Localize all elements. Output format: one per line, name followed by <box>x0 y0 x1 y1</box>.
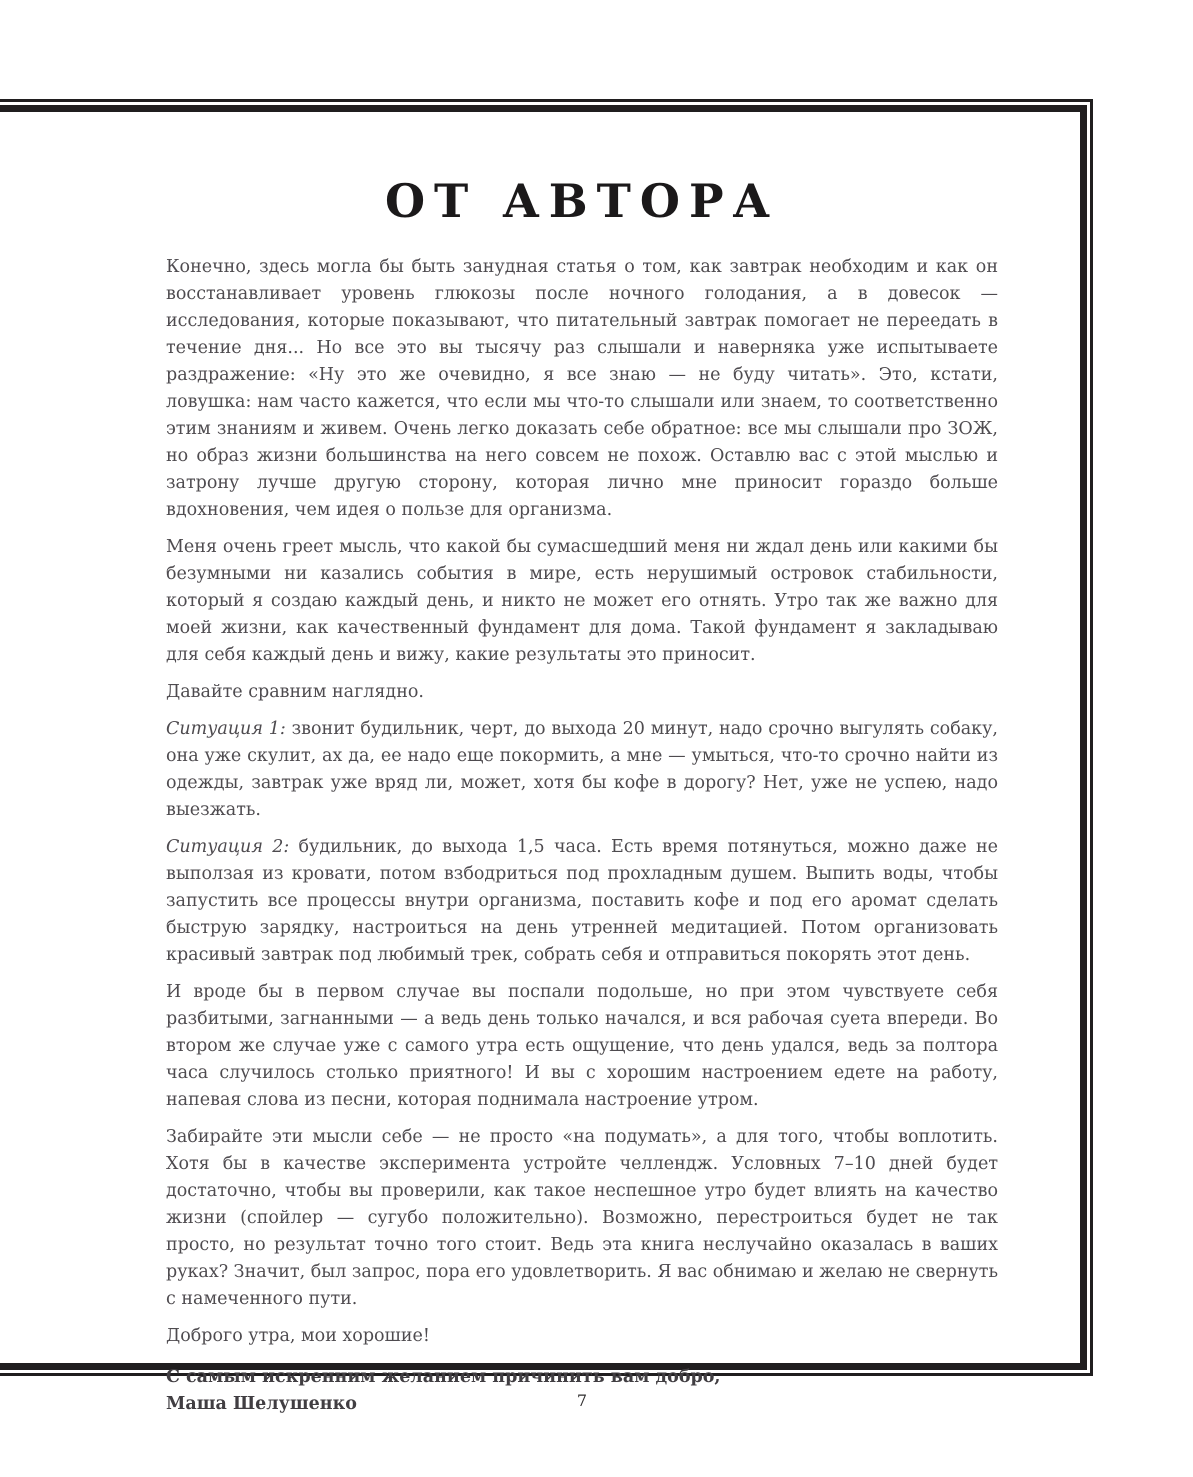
paragraph-challenge: Забирайте эти мысли себе — не просто «на подумать», а для того, чтобы воплотить. Хотя бы в качестве эксперимента устройте челлендж. Условных 7–10 дней будет достаточно, чтобы вы проверили, как такое неспешное утро будет влиять на качество жизни (спойлер — сугубо положительно). Возможно, перестроиться будет не так просто, но результат точно того стоит. Ведь эта книга неслучайно оказалась в ваших руках? Значит, был запрос, пора его удовлетворить. Я вас обнимаю и желаю не свернуть с намеченного пути. <box>166 1127 998 1309</box>
paragraph-situation-2 <box>166 834 998 969</box>
paragraph-intro: Конечно, здесь могла бы быть занудная статья о том, как завтрак необходим и как он восстанавливает уровень глюкозы после ночного голодания, а в довесок — исследования, которые показывают, что питательный завтрак помогает не переедать в течение дня... Но все это вы тысячу раз слышали и наверняка уже испытываете раздражение: «Ну это же очевидно, я все знаю — не буду читать». Это, кстати, ловушка: нам часто кажется, что если мы что-то слышали или знаем, то соответственно этим знаниям и живем. Очень легко доказать себе обратное: все мы слышали про ЗОЖ, но образ жизни большинства на него совсем не похож. Оставлю вас с этой мыслью и затрону лучше другую сторону, которая лично мне приносит гораздо больше вдохновения, чем идея о пользе для организма. <box>166 257 998 520</box>
paragraph-comparison-result: И вроде бы в первом случае вы поспали подольше, но при этом чувствуете себя разбитыми, загнанными — а ведь день только начался, и вся рабочая суета впереди. Во втором же случае уже с самого утра есть ощущение, что день удался, ведь за полтора часа случилось столько приятного! И вы с хорошим настроением едете на работу, напевая слова из песни, которая поднимала настроение утром. <box>166 982 998 1110</box>
situation-2-label: Ситуация 2: <box>166 837 290 857</box>
paragraph-situation-1 <box>166 716 998 824</box>
paragraph-morning-island: Меня очень греет мысль, что какой бы сумасшедший меня ни ждал день или какими бы безумными ни казались события в мире, есть нерушимый островок стабильности, который я создаю каждый день, и никто не может его отнять. Утро так же важно для моей жизни, как качественный фундамент для дома. Такой фундамент я закладываю для себя каждый день и вижу, какие результаты это приносит. <box>166 537 998 665</box>
page-number: 7 <box>576 1391 588 1410</box>
signature-line-2: Маша Шелушенко <box>166 1394 357 1414</box>
paragraph-compare-intro: Давайте сравним наглядно. <box>166 682 424 702</box>
situation-1-text: звонит будильник, черт, до выхода 20 минут, надо срочно выгулять собаку, она уже скулит, ах да, ее надо еще покормить, а мне — умыться, что-то срочно найти из одежды, завтрак уже вряд ли, может, хотя бы кофе в дорогу? Нет, уже не успею, надо выезжать. <box>166 719 998 820</box>
situation-2-text: будильник, до выхода 1,5 часа. Есть время потянуться, можно даже не выползая из кровати, потом взбодриться под прохладным душем. Выпить воды, чтобы запустить все процессы внутри организма, поставить кофе и под его аромат сделать быструю зарядку, настроиться на день утренней медитацией. Потом организовать красивый завтрак под любимый трек, собрать себя и отправиться покорять этот день. <box>166 837 998 965</box>
page-title: ОТ АВТОРА <box>384 174 779 228</box>
situation-1-label: Ситуация 1: <box>166 719 286 739</box>
paragraph-good-morning: Доброго утра, мои хорошие! <box>166 1326 430 1346</box>
signature-line-1: С самым искренним желанием причинить вам добро, <box>166 1367 721 1387</box>
page-content <box>166 176 998 1418</box>
